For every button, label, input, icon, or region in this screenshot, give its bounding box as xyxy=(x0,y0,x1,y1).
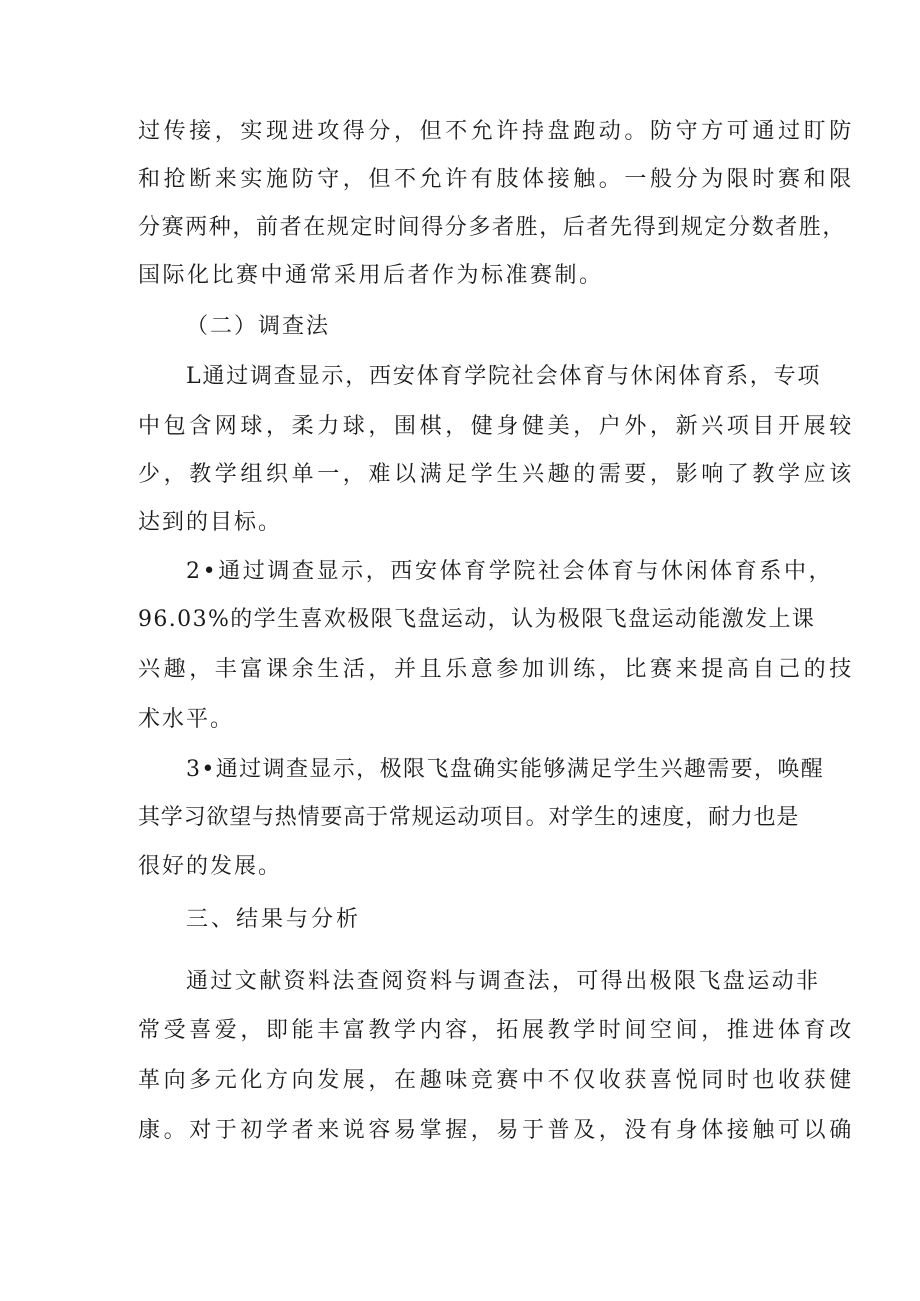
text-line: 革向多元化方向发展，在趣味竞赛中不仅收获喜悦同时也收获健 xyxy=(138,1068,855,1093)
text-line: 很好的发展。 xyxy=(138,854,283,879)
text-line: 康。对于初学者来说容易掌握，易于普及，没有身体接触可以确 xyxy=(138,1118,855,1143)
text-line: 2•通过调查显示，西安体育学院社会体育与休闲体育系中， xyxy=(186,559,834,584)
text-line: 常受喜爱，即能丰富教学内容，拓展教学时间空间，推进体育改 xyxy=(138,1018,855,1043)
text-line: 术水平。 xyxy=(138,707,235,732)
text-line: 达到的目标。 xyxy=(138,510,283,535)
text-line: 中包含网球，柔力球，围棋，健身健美，户外，新兴项目开展较 xyxy=(138,414,855,439)
text-line: L通过调查显示，西安体育学院社会体育与休闲体育系，专项 xyxy=(186,364,822,389)
text-line: 分赛两种，前者在规定时间得分多者胜，后者先得到规定分数者胜， xyxy=(138,215,847,240)
text-line: 过传接，实现进攻得分，但不允许持盘跑动。防守方可通过盯防 xyxy=(138,119,855,144)
text-line: 其学习欲望与热情要高于常规运动项目。对学生的速度，耐力也是 xyxy=(138,805,800,830)
section-heading: 三、结果与分析 xyxy=(186,907,362,932)
text-line: 3•通过调查显示，极限飞盘确实能够满足学生兴趣需要，唤醒 xyxy=(186,757,825,782)
text-line: 96.03%的学生喜欢极限飞盘运动，认为极限飞盘运动能激发上课 xyxy=(138,607,816,632)
text-line: 国际化比赛中通常采用后者作为标准赛制。 xyxy=(138,263,604,288)
text-line: 通过文献资料法查阅资料与调查法，可得出极限飞盘运动非 xyxy=(186,969,821,994)
text-line: 少，教学组织单一，难以满足学生兴趣的需要，影响了教学应该 xyxy=(138,462,855,487)
text-line: 和抢断来实施防守，但不允许有肢体接触。一般分为限时赛和限 xyxy=(138,167,855,192)
text-line: 兴趣，丰富课余生活，并且乐意参加训练，比赛来提高自己的技 xyxy=(138,657,855,682)
section-heading: （二）调查法 xyxy=(186,314,331,339)
